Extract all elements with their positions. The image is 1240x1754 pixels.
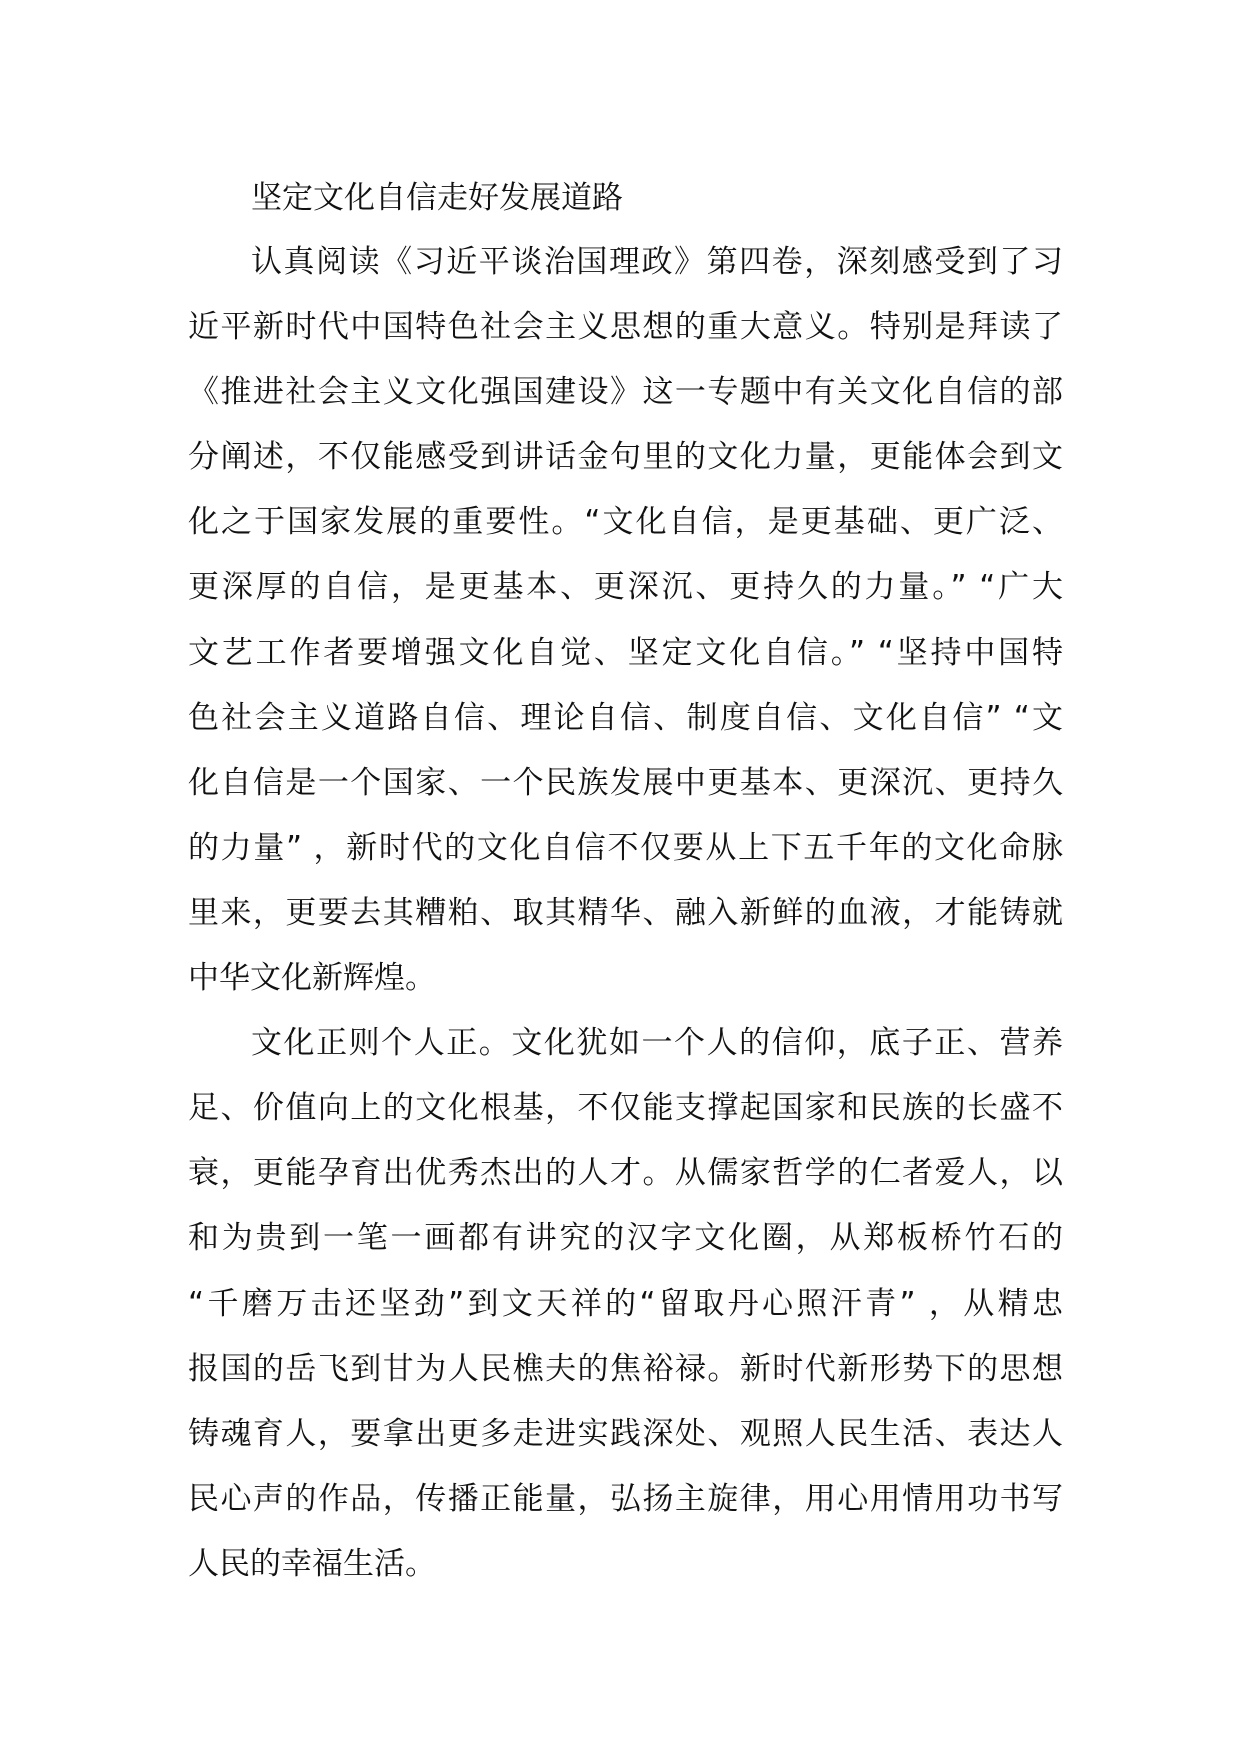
paragraph-1: [188, 230, 1063, 1011]
text-line: 认真阅读《习近平谈治国理政》第四卷，深刻感受到了习: [251, 244, 1063, 280]
text-line: 文艺工作者要增强文化自觉、坚定文化自信。” “坚持中国特: [188, 634, 1063, 671]
text-line: 报国的岳飞到甘为人民樵夫的焦裕禄。新时代新形势下的思想: [188, 1350, 1063, 1387]
text-line: 的力量” ，新时代的文化自信不仅要从上下五千年的文化命脉: [188, 829, 1063, 866]
text-line: “千磨万击还坚劲”到文天祥的“留取丹心照汗青” ，从精忠: [188, 1285, 1063, 1322]
text-line: 化之于国家发展的重要性。“文化自信，是更基础、更广泛、: [188, 504, 1063, 541]
document-body: [188, 166, 1063, 1597]
text-line: 色社会主义道路自信、理论自信、制度自信、文化自信” “文: [188, 699, 1063, 736]
document-title: 坚定文化自信走好发展道路: [251, 180, 623, 216]
text-line: 民心声的作品，传播正能量，弘扬主旋律，用心用情用功书写: [188, 1480, 1063, 1517]
text-line: 人民的幸福生活。: [188, 1545, 436, 1582]
text-line: 分阐述，不仅能感受到讲话金句里的文化力量，更能体会到文: [188, 439, 1063, 476]
text-line: 《推进社会主义文化强国建设》这一专题中有关文化自信的部: [188, 374, 1063, 411]
text-line: 中华文化新辉煌。: [188, 960, 436, 997]
text-line: 衰，更能孕育出优秀杰出的人才。从儒家哲学的仁者爱人，以: [188, 1155, 1063, 1192]
text-line: 近平新时代中国特色社会主义思想的重大意义。特别是拜读了: [188, 309, 1063, 346]
text-line: 化自信是一个国家、一个民族发展中更基本、更深沉、更持久: [188, 764, 1063, 801]
text-line: 里来，更要去其糟粕、取其精华、融入新鲜的血液，才能铸就: [188, 894, 1063, 931]
text-line: 更深厚的自信，是更基本、更深沉、更持久的力量。” “广大: [188, 569, 1063, 606]
paragraph-2: [188, 1011, 1063, 1597]
text-line: 铸魂育人，要拿出更多走进实践深处、观照人民生活、表达人: [188, 1415, 1063, 1452]
text-line: 文化正则个人正。文化犹如一个人的信仰，底子正、营养: [251, 1025, 1063, 1062]
text-line: 和为贵到一笔一画都有讲究的汉字文化圈，从郑板桥竹石的: [188, 1220, 1063, 1257]
text-line: 足、价值向上的文化根基，不仅能支撑起国家和民族的长盛不: [188, 1090, 1063, 1127]
